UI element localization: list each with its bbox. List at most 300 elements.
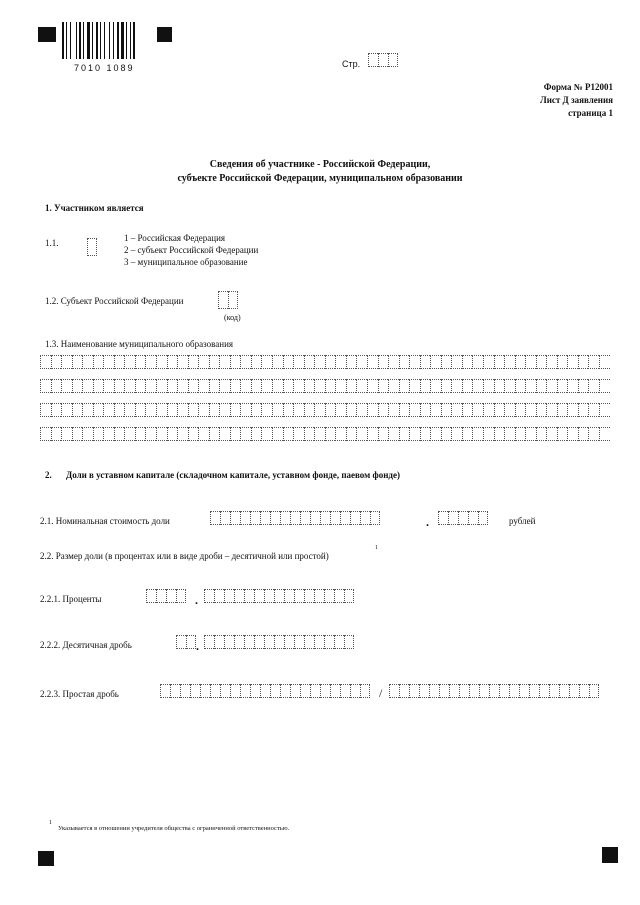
input-cell[interactable] bbox=[240, 427, 251, 441]
input-cell[interactable] bbox=[499, 684, 509, 698]
input-cell[interactable] bbox=[578, 427, 589, 441]
input-cell[interactable] bbox=[388, 355, 399, 369]
input-cell[interactable] bbox=[340, 684, 350, 698]
input-cell[interactable] bbox=[525, 379, 536, 393]
input-cell[interactable] bbox=[103, 403, 114, 417]
input-cell[interactable] bbox=[72, 427, 83, 441]
input-cell[interactable] bbox=[335, 403, 346, 417]
input-cell[interactable] bbox=[367, 427, 378, 441]
input-cell[interactable] bbox=[320, 511, 330, 525]
input-cell[interactable] bbox=[244, 589, 254, 603]
input-cell[interactable] bbox=[469, 684, 479, 698]
input-cell[interactable] bbox=[589, 684, 599, 698]
input-cell[interactable] bbox=[214, 589, 224, 603]
input-cell[interactable] bbox=[290, 511, 300, 525]
input-cell[interactable] bbox=[190, 684, 200, 698]
input-cell[interactable] bbox=[344, 635, 354, 649]
input-cell[interactable] bbox=[72, 403, 83, 417]
input-cell[interactable] bbox=[441, 379, 452, 393]
input-cell[interactable] bbox=[218, 291, 228, 309]
input-cell[interactable] bbox=[200, 684, 210, 698]
input-cell[interactable] bbox=[478, 511, 488, 525]
input-cell[interactable] bbox=[264, 589, 274, 603]
input-cell[interactable] bbox=[459, 684, 469, 698]
input-cell[interactable] bbox=[261, 403, 272, 417]
input-cell[interactable] bbox=[472, 355, 483, 369]
input-cell[interactable] bbox=[588, 403, 599, 417]
input-cell[interactable] bbox=[546, 355, 557, 369]
input-cell[interactable] bbox=[82, 427, 93, 441]
input-cell[interactable] bbox=[314, 379, 325, 393]
input-cell[interactable] bbox=[177, 379, 188, 393]
input-cell[interactable] bbox=[304, 403, 315, 417]
input-cell[interactable] bbox=[167, 355, 178, 369]
input-cell[interactable] bbox=[274, 635, 284, 649]
input-cell[interactable] bbox=[367, 355, 378, 369]
input-cell[interactable] bbox=[135, 427, 146, 441]
input-cell[interactable] bbox=[325, 403, 336, 417]
input-cell[interactable] bbox=[93, 379, 104, 393]
input-cell[interactable] bbox=[479, 684, 489, 698]
input-cell[interactable] bbox=[156, 427, 167, 441]
input-cell[interactable] bbox=[103, 355, 114, 369]
input-cell[interactable] bbox=[40, 379, 51, 393]
input-cell[interactable] bbox=[314, 635, 324, 649]
input-cell[interactable] bbox=[441, 403, 452, 417]
input-cell[interactable] bbox=[388, 403, 399, 417]
input-cell[interactable] bbox=[388, 53, 398, 67]
input-cell[interactable] bbox=[204, 589, 214, 603]
input-cell[interactable] bbox=[451, 427, 462, 441]
input-cell[interactable] bbox=[399, 379, 410, 393]
percent-fraction-cells[interactable] bbox=[204, 589, 354, 603]
input-cell[interactable] bbox=[579, 684, 589, 698]
input-cell[interactable] bbox=[430, 403, 441, 417]
input-cell[interactable] bbox=[209, 427, 220, 441]
input-cell[interactable] bbox=[186, 635, 196, 649]
input-cell[interactable] bbox=[304, 379, 315, 393]
input-cell[interactable] bbox=[156, 355, 167, 369]
input-cell[interactable] bbox=[462, 379, 473, 393]
input-cell[interactable] bbox=[546, 379, 557, 393]
input-cell[interactable] bbox=[209, 379, 220, 393]
input-cell[interactable] bbox=[314, 427, 325, 441]
input-cell[interactable] bbox=[244, 635, 254, 649]
input-cell[interactable] bbox=[462, 427, 473, 441]
input-cell[interactable] bbox=[334, 635, 344, 649]
input-cell[interactable] bbox=[399, 427, 410, 441]
input-cell[interactable] bbox=[261, 379, 272, 393]
input-cell[interactable] bbox=[87, 238, 97, 256]
input-cell[interactable] bbox=[494, 379, 505, 393]
input-cell[interactable] bbox=[335, 379, 346, 393]
input-cell[interactable] bbox=[114, 427, 125, 441]
input-cell[interactable] bbox=[451, 403, 462, 417]
input-cell[interactable] bbox=[346, 403, 357, 417]
region-code-cells[interactable] bbox=[218, 291, 238, 309]
input-cell[interactable] bbox=[294, 589, 304, 603]
page-number-cells[interactable] bbox=[368, 53, 398, 67]
input-cell[interactable] bbox=[114, 403, 125, 417]
input-cell[interactable] bbox=[494, 427, 505, 441]
input-cell[interactable] bbox=[378, 355, 389, 369]
input-cell[interactable] bbox=[441, 355, 452, 369]
input-cell[interactable] bbox=[489, 684, 499, 698]
input-cell[interactable] bbox=[51, 379, 62, 393]
input-cell[interactable] bbox=[145, 427, 156, 441]
input-cell[interactable] bbox=[240, 511, 250, 525]
input-cell[interactable] bbox=[167, 403, 178, 417]
input-cell[interactable] bbox=[220, 684, 230, 698]
input-cell[interactable] bbox=[251, 403, 262, 417]
input-cell[interactable] bbox=[356, 403, 367, 417]
input-cell[interactable] bbox=[300, 511, 310, 525]
input-cell[interactable] bbox=[72, 355, 83, 369]
input-cell[interactable] bbox=[330, 511, 340, 525]
input-cell[interactable] bbox=[103, 427, 114, 441]
decimal-integer-cells[interactable] bbox=[176, 635, 196, 649]
input-cell[interactable] bbox=[483, 403, 494, 417]
input-cell[interactable] bbox=[515, 427, 526, 441]
input-cell[interactable] bbox=[260, 684, 270, 698]
input-cell[interactable] bbox=[578, 403, 589, 417]
input-cell[interactable] bbox=[135, 403, 146, 417]
input-cell[interactable] bbox=[325, 427, 336, 441]
input-cell[interactable] bbox=[378, 379, 389, 393]
input-cell[interactable] bbox=[599, 403, 610, 417]
input-cell[interactable] bbox=[567, 427, 578, 441]
input-cell[interactable] bbox=[509, 684, 519, 698]
input-cell[interactable] bbox=[519, 684, 529, 698]
input-cell[interactable] bbox=[546, 403, 557, 417]
input-cell[interactable] bbox=[409, 427, 420, 441]
input-cell[interactable] bbox=[525, 427, 536, 441]
input-cell[interactable] bbox=[356, 427, 367, 441]
input-cell[interactable] bbox=[293, 427, 304, 441]
input-cell[interactable] bbox=[219, 355, 230, 369]
input-cell[interactable] bbox=[399, 355, 410, 369]
input-cell[interactable] bbox=[419, 684, 429, 698]
input-cell[interactable] bbox=[588, 355, 599, 369]
input-cell[interactable] bbox=[210, 684, 220, 698]
input-cell[interactable] bbox=[483, 355, 494, 369]
input-cell[interactable] bbox=[72, 379, 83, 393]
input-cell[interactable] bbox=[103, 379, 114, 393]
percent-integer-cells[interactable] bbox=[146, 589, 186, 603]
input-cell[interactable] bbox=[283, 355, 294, 369]
input-cell[interactable] bbox=[314, 355, 325, 369]
input-cell[interactable] bbox=[314, 403, 325, 417]
input-cell[interactable] bbox=[251, 355, 262, 369]
input-cell[interactable] bbox=[272, 403, 283, 417]
denominator-cells[interactable] bbox=[389, 684, 599, 698]
input-cell[interactable] bbox=[335, 355, 346, 369]
numerator-cells[interactable] bbox=[160, 684, 370, 698]
input-cell[interactable] bbox=[525, 403, 536, 417]
input-cell[interactable] bbox=[409, 403, 420, 417]
input-cell[interactable] bbox=[539, 684, 549, 698]
input-cell[interactable] bbox=[451, 355, 462, 369]
input-cell[interactable] bbox=[569, 684, 579, 698]
input-cell[interactable] bbox=[420, 379, 431, 393]
input-cell[interactable] bbox=[240, 403, 251, 417]
input-cell[interactable] bbox=[504, 379, 515, 393]
decimal-fraction-cells[interactable] bbox=[204, 635, 354, 649]
input-cell[interactable] bbox=[378, 403, 389, 417]
input-cell[interactable] bbox=[388, 379, 399, 393]
municipality-name-row[interactable] bbox=[40, 379, 610, 393]
input-cell[interactable] bbox=[430, 379, 441, 393]
input-cell[interactable] bbox=[441, 427, 452, 441]
input-cell[interactable] bbox=[304, 635, 314, 649]
input-cell[interactable] bbox=[280, 511, 290, 525]
municipality-name-row[interactable] bbox=[40, 427, 610, 441]
input-cell[interactable] bbox=[356, 355, 367, 369]
input-cell[interactable] bbox=[588, 427, 599, 441]
input-cell[interactable] bbox=[399, 403, 410, 417]
input-cell[interactable] bbox=[51, 355, 62, 369]
input-cell[interactable] bbox=[124, 403, 135, 417]
input-cell[interactable] bbox=[198, 379, 209, 393]
input-cell[interactable] bbox=[472, 403, 483, 417]
input-cell[interactable] bbox=[145, 379, 156, 393]
input-cell[interactable] bbox=[51, 427, 62, 441]
input-cell[interactable] bbox=[40, 427, 51, 441]
input-cell[interactable] bbox=[360, 684, 370, 698]
input-cell[interactable] bbox=[449, 684, 459, 698]
input-cell[interactable] bbox=[304, 589, 314, 603]
input-cell[interactable] bbox=[135, 355, 146, 369]
input-cell[interactable] bbox=[320, 684, 330, 698]
input-cell[interactable] bbox=[335, 427, 346, 441]
input-cell[interactable] bbox=[290, 684, 300, 698]
input-cell[interactable] bbox=[567, 379, 578, 393]
input-cell[interactable] bbox=[177, 427, 188, 441]
input-cell[interactable] bbox=[430, 427, 441, 441]
input-cell[interactable] bbox=[51, 403, 62, 417]
input-cell[interactable] bbox=[167, 427, 178, 441]
input-cell[interactable] bbox=[270, 684, 280, 698]
input-cell[interactable] bbox=[145, 355, 156, 369]
input-cell[interactable] bbox=[210, 511, 220, 525]
input-cell[interactable] bbox=[156, 589, 166, 603]
input-cell[interactable] bbox=[504, 403, 515, 417]
input-cell[interactable] bbox=[240, 355, 251, 369]
input-cell[interactable] bbox=[448, 511, 458, 525]
input-cell[interactable] bbox=[344, 589, 354, 603]
municipality-name-row[interactable] bbox=[40, 355, 610, 369]
input-cell[interactable] bbox=[468, 511, 478, 525]
input-cell[interactable] bbox=[330, 684, 340, 698]
input-cell[interactable] bbox=[220, 511, 230, 525]
input-cell[interactable] bbox=[280, 684, 290, 698]
nominal-value-kopecks-cells[interactable] bbox=[438, 511, 488, 525]
input-cell[interactable] bbox=[546, 427, 557, 441]
input-cell[interactable] bbox=[420, 427, 431, 441]
input-cell[interactable] bbox=[430, 355, 441, 369]
input-cell[interactable] bbox=[536, 379, 547, 393]
input-cell[interactable] bbox=[370, 511, 380, 525]
input-cell[interactable] bbox=[472, 427, 483, 441]
input-cell[interactable] bbox=[346, 355, 357, 369]
input-cell[interactable] bbox=[350, 684, 360, 698]
input-cell[interactable] bbox=[240, 684, 250, 698]
input-cell[interactable] bbox=[61, 427, 72, 441]
input-cell[interactable] bbox=[61, 403, 72, 417]
input-cell[interactable] bbox=[254, 635, 264, 649]
input-cell[interactable] bbox=[228, 291, 238, 309]
input-cell[interactable] bbox=[198, 355, 209, 369]
input-cell[interactable] bbox=[283, 427, 294, 441]
input-cell[interactable] bbox=[515, 355, 526, 369]
input-cell[interactable] bbox=[250, 684, 260, 698]
input-cell[interactable] bbox=[230, 684, 240, 698]
input-cell[interactable] bbox=[124, 355, 135, 369]
input-cell[interactable] bbox=[367, 379, 378, 393]
input-cell[interactable] bbox=[515, 379, 526, 393]
input-cell[interactable] bbox=[188, 379, 199, 393]
input-cell[interactable] bbox=[82, 379, 93, 393]
input-cell[interactable] bbox=[93, 427, 104, 441]
input-cell[interactable] bbox=[494, 403, 505, 417]
input-cell[interactable] bbox=[166, 589, 176, 603]
input-cell[interactable] bbox=[272, 379, 283, 393]
input-cell[interactable] bbox=[284, 635, 294, 649]
input-cell[interactable] bbox=[230, 379, 241, 393]
input-cell[interactable] bbox=[350, 511, 360, 525]
input-cell[interactable] bbox=[219, 379, 230, 393]
input-cell[interactable] bbox=[61, 355, 72, 369]
input-cell[interactable] bbox=[293, 379, 304, 393]
input-cell[interactable] bbox=[270, 511, 280, 525]
input-cell[interactable] bbox=[283, 403, 294, 417]
input-cell[interactable] bbox=[272, 427, 283, 441]
input-cell[interactable] bbox=[367, 403, 378, 417]
input-cell[interactable] bbox=[114, 379, 125, 393]
input-cell[interactable] bbox=[409, 355, 420, 369]
input-cell[interactable] bbox=[420, 403, 431, 417]
input-cell[interactable] bbox=[310, 511, 320, 525]
input-cell[interactable] bbox=[304, 427, 315, 441]
input-cell[interactable] bbox=[557, 379, 568, 393]
input-cell[interactable] bbox=[188, 403, 199, 417]
input-cell[interactable] bbox=[93, 403, 104, 417]
input-cell[interactable] bbox=[346, 379, 357, 393]
input-cell[interactable] bbox=[160, 684, 170, 698]
input-cell[interactable] bbox=[61, 379, 72, 393]
input-cell[interactable] bbox=[261, 355, 272, 369]
input-cell[interactable] bbox=[324, 589, 334, 603]
input-cell[interactable] bbox=[294, 635, 304, 649]
input-cell[interactable] bbox=[177, 355, 188, 369]
input-cell[interactable] bbox=[578, 379, 589, 393]
input-cell[interactable] bbox=[40, 403, 51, 417]
input-cell[interactable] bbox=[536, 355, 547, 369]
input-cell[interactable] bbox=[177, 403, 188, 417]
input-cell[interactable] bbox=[93, 355, 104, 369]
input-cell[interactable] bbox=[167, 379, 178, 393]
municipality-name-row[interactable] bbox=[40, 403, 610, 417]
input-cell[interactable] bbox=[293, 355, 304, 369]
input-cell[interactable] bbox=[438, 511, 448, 525]
input-cell[interactable] bbox=[588, 379, 599, 393]
input-cell[interactable] bbox=[472, 379, 483, 393]
input-cell[interactable] bbox=[462, 355, 473, 369]
input-cell[interactable] bbox=[224, 589, 234, 603]
input-cell[interactable] bbox=[219, 427, 230, 441]
input-cell[interactable] bbox=[325, 355, 336, 369]
input-cell[interactable] bbox=[356, 379, 367, 393]
input-cell[interactable] bbox=[274, 589, 284, 603]
input-cell[interactable] bbox=[378, 427, 389, 441]
input-cell[interactable] bbox=[250, 511, 260, 525]
input-cell[interactable] bbox=[219, 403, 230, 417]
item-1-1-code-cell[interactable] bbox=[87, 238, 97, 256]
input-cell[interactable] bbox=[230, 355, 241, 369]
input-cell[interactable] bbox=[409, 684, 419, 698]
input-cell[interactable] bbox=[224, 635, 234, 649]
input-cell[interactable] bbox=[176, 635, 186, 649]
input-cell[interactable] bbox=[198, 427, 209, 441]
input-cell[interactable] bbox=[188, 355, 199, 369]
input-cell[interactable] bbox=[146, 589, 156, 603]
input-cell[interactable] bbox=[458, 511, 468, 525]
input-cell[interactable] bbox=[156, 379, 167, 393]
input-cell[interactable] bbox=[209, 403, 220, 417]
input-cell[interactable] bbox=[230, 511, 240, 525]
input-cell[interactable] bbox=[40, 355, 51, 369]
input-cell[interactable] bbox=[251, 427, 262, 441]
input-cell[interactable] bbox=[214, 635, 224, 649]
input-cell[interactable] bbox=[504, 427, 515, 441]
input-cell[interactable] bbox=[536, 427, 547, 441]
input-cell[interactable] bbox=[124, 379, 135, 393]
input-cell[interactable] bbox=[529, 684, 539, 698]
input-cell[interactable] bbox=[204, 635, 214, 649]
input-cell[interactable] bbox=[388, 427, 399, 441]
input-cell[interactable] bbox=[209, 355, 220, 369]
input-cell[interactable] bbox=[230, 403, 241, 417]
input-cell[interactable] bbox=[483, 379, 494, 393]
input-cell[interactable] bbox=[557, 355, 568, 369]
input-cell[interactable] bbox=[599, 427, 610, 441]
input-cell[interactable] bbox=[360, 511, 370, 525]
input-cell[interactable] bbox=[304, 355, 315, 369]
input-cell[interactable] bbox=[283, 379, 294, 393]
input-cell[interactable] bbox=[504, 355, 515, 369]
input-cell[interactable] bbox=[567, 403, 578, 417]
input-cell[interactable] bbox=[284, 589, 294, 603]
input-cell[interactable] bbox=[368, 53, 378, 67]
input-cell[interactable] bbox=[82, 403, 93, 417]
input-cell[interactable] bbox=[300, 684, 310, 698]
input-cell[interactable] bbox=[293, 403, 304, 417]
input-cell[interactable] bbox=[124, 427, 135, 441]
input-cell[interactable] bbox=[188, 427, 199, 441]
input-cell[interactable] bbox=[549, 684, 559, 698]
input-cell[interactable] bbox=[429, 684, 439, 698]
input-cell[interactable] bbox=[324, 635, 334, 649]
input-cell[interactable] bbox=[483, 427, 494, 441]
input-cell[interactable] bbox=[314, 589, 324, 603]
input-cell[interactable] bbox=[378, 53, 388, 67]
input-cell[interactable] bbox=[170, 684, 180, 698]
input-cell[interactable] bbox=[310, 684, 320, 698]
input-cell[interactable] bbox=[340, 511, 350, 525]
input-cell[interactable] bbox=[180, 684, 190, 698]
input-cell[interactable] bbox=[599, 379, 610, 393]
input-cell[interactable] bbox=[240, 379, 251, 393]
